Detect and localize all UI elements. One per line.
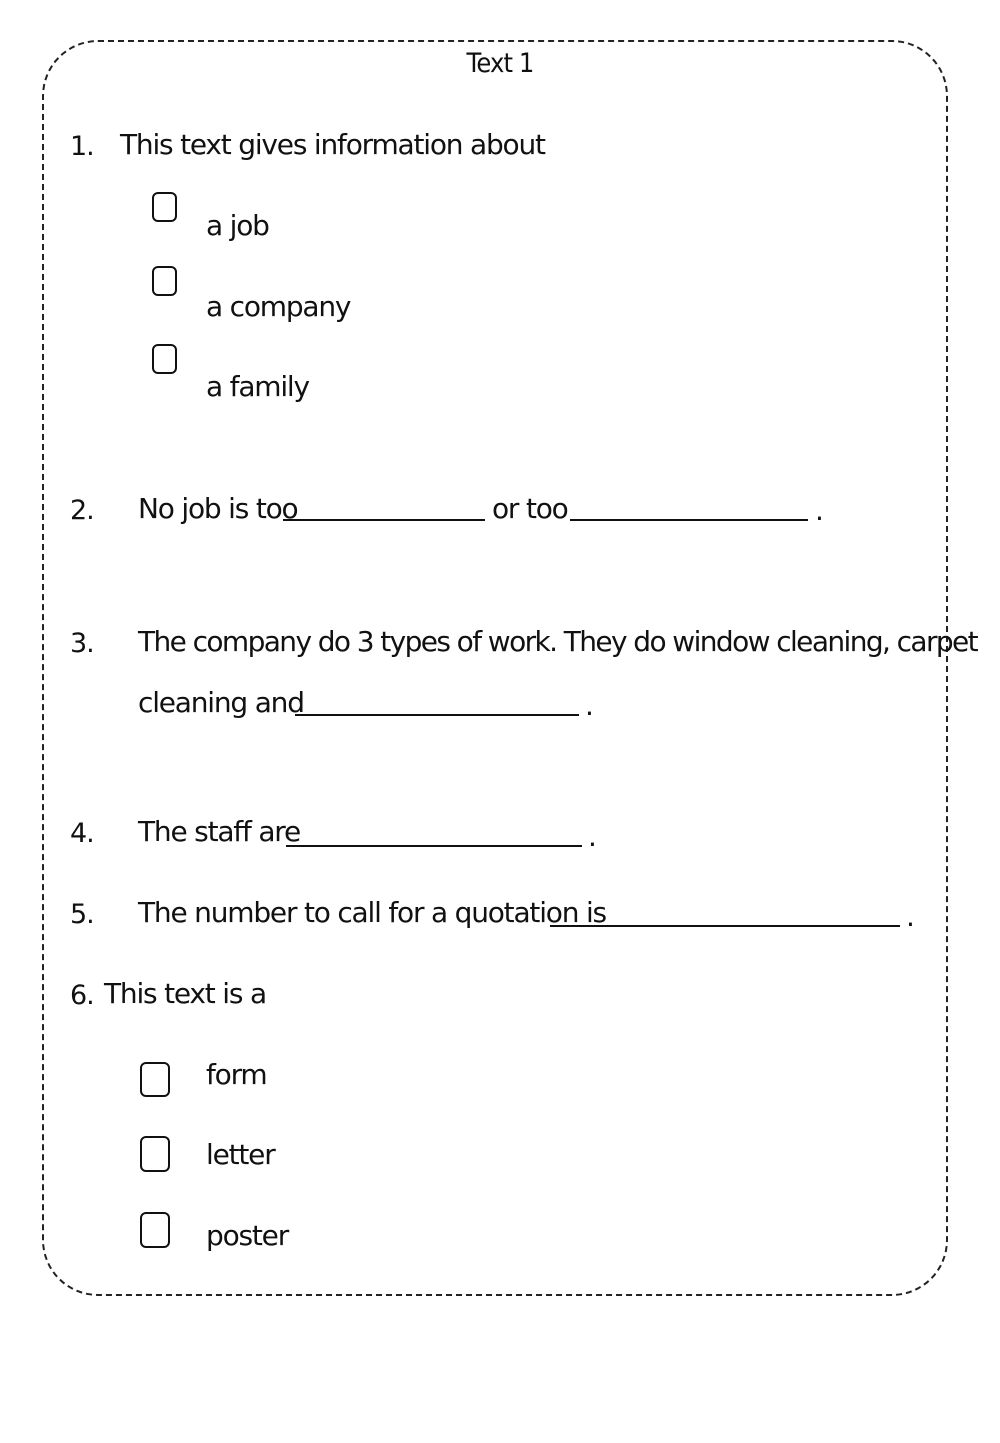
q2-period: . xyxy=(815,494,824,527)
q6-option-1-label: form xyxy=(206,1058,267,1091)
q1-text: This text gives information about xyxy=(120,128,545,161)
q5-text: The number to call for a quotation is xyxy=(138,896,606,929)
q3-period: . xyxy=(585,689,594,722)
dashed-border-frame xyxy=(42,40,948,1296)
q4-text: The staff are xyxy=(138,815,300,848)
q2-text-part1: No job is too xyxy=(138,492,298,525)
page-title: Text 1 xyxy=(466,48,534,79)
q6-option-1-checkbox[interactable] xyxy=(140,1062,170,1097)
q3-text-line1: The company do 3 types of work. They do window cleaning, carpet xyxy=(138,625,978,658)
q1-option-2-label: a company xyxy=(206,290,351,323)
q3-blank[interactable] xyxy=(295,714,579,716)
q1-option-2-checkbox[interactable] xyxy=(152,266,177,296)
q1-option-1-label: a job xyxy=(206,209,269,242)
q6-option-2-label: letter xyxy=(206,1138,275,1171)
q4-number: 4. xyxy=(70,818,94,849)
q4-period: . xyxy=(588,820,597,853)
q5-period: . xyxy=(906,900,915,933)
q1-number: 1. xyxy=(70,131,94,162)
q2-blank-2[interactable] xyxy=(570,519,808,521)
q5-blank[interactable] xyxy=(550,925,900,927)
q5-number: 5. xyxy=(70,899,94,930)
q6-option-3-checkbox[interactable] xyxy=(140,1212,170,1248)
q6-number: 6. xyxy=(70,980,94,1011)
q6-option-3-label: poster xyxy=(206,1219,289,1252)
q2-text-part2: or too xyxy=(492,492,568,525)
q6-text: This text is a xyxy=(104,977,266,1010)
q4-blank[interactable] xyxy=(286,845,582,847)
q1-option-3-checkbox[interactable] xyxy=(152,344,177,374)
q3-text-line2: cleaning and xyxy=(138,686,304,719)
q2-number: 2. xyxy=(70,495,94,526)
q1-option-1-checkbox[interactable] xyxy=(152,192,177,222)
q1-option-3-label: a family xyxy=(206,370,309,403)
q2-blank-1[interactable] xyxy=(283,519,485,521)
q6-option-2-checkbox[interactable] xyxy=(140,1136,170,1172)
q3-number: 3. xyxy=(70,628,94,659)
